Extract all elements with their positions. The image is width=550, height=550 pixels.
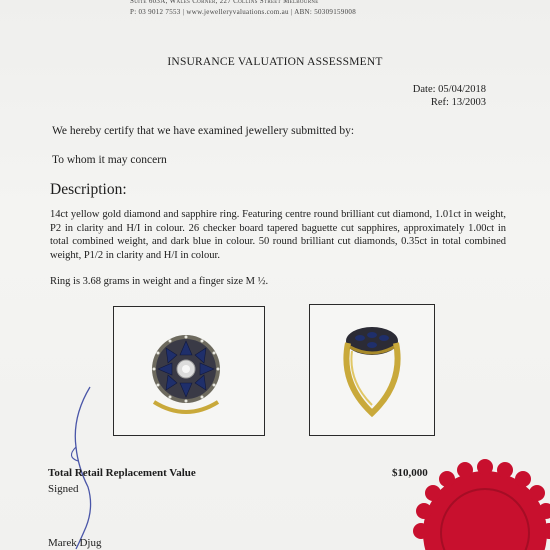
total-value-label: Total Retail Replacement Value — [48, 467, 196, 479]
red-seal-icon — [405, 453, 550, 550]
ring-photo-side-view — [309, 304, 435, 436]
document-ref: Ref: 13/2003 — [430, 97, 486, 108]
addressee: To whom it may concern — [52, 154, 167, 166]
letterhead-address: Suite 603A, Wales Corner, 227 Collins Street Melbourne — [130, 0, 319, 5]
ring-photo-top-view — [113, 306, 265, 436]
document-title: INSURANCE VALUATION ASSESSMENT — [167, 56, 383, 68]
ring-weight-size: Ring is 3.68 grams in weight and a finger size M ½. — [50, 276, 269, 287]
total-value-amount: $10,000 — [392, 467, 428, 479]
signatory-name: Marek Djug — [48, 537, 102, 549]
signed-label: Signed — [48, 483, 79, 495]
certify-statement: We hereby certify that we have examined jewellery submitted by: — [52, 125, 355, 137]
description-body: 14ct yellow gold diamond and sapphire ring. Featuring centre round brilliant cut diamond, 1.01ct in weight, P2 in clarity and H/I in colour. 26 checker board tapered baguette cut sapphires, approximately 1.00ct in total combined weight, and dark blue in colour. 50 round brilliant cut diamonds, 0.35ct in total combined weight, P1/2 in clarity and H/I in colour. — [50, 209, 506, 261]
ring-side-view-image — [310, 305, 434, 435]
letterhead-contact: P: 03 9012 7553 | www.jewelleryvaluations.com.au | ABN: 50309159008 — [130, 8, 357, 16]
ring-top-view-image — [114, 307, 264, 435]
document-date: Date: 05/04/2018 — [412, 84, 486, 95]
description-heading: Description: — [50, 181, 127, 198]
